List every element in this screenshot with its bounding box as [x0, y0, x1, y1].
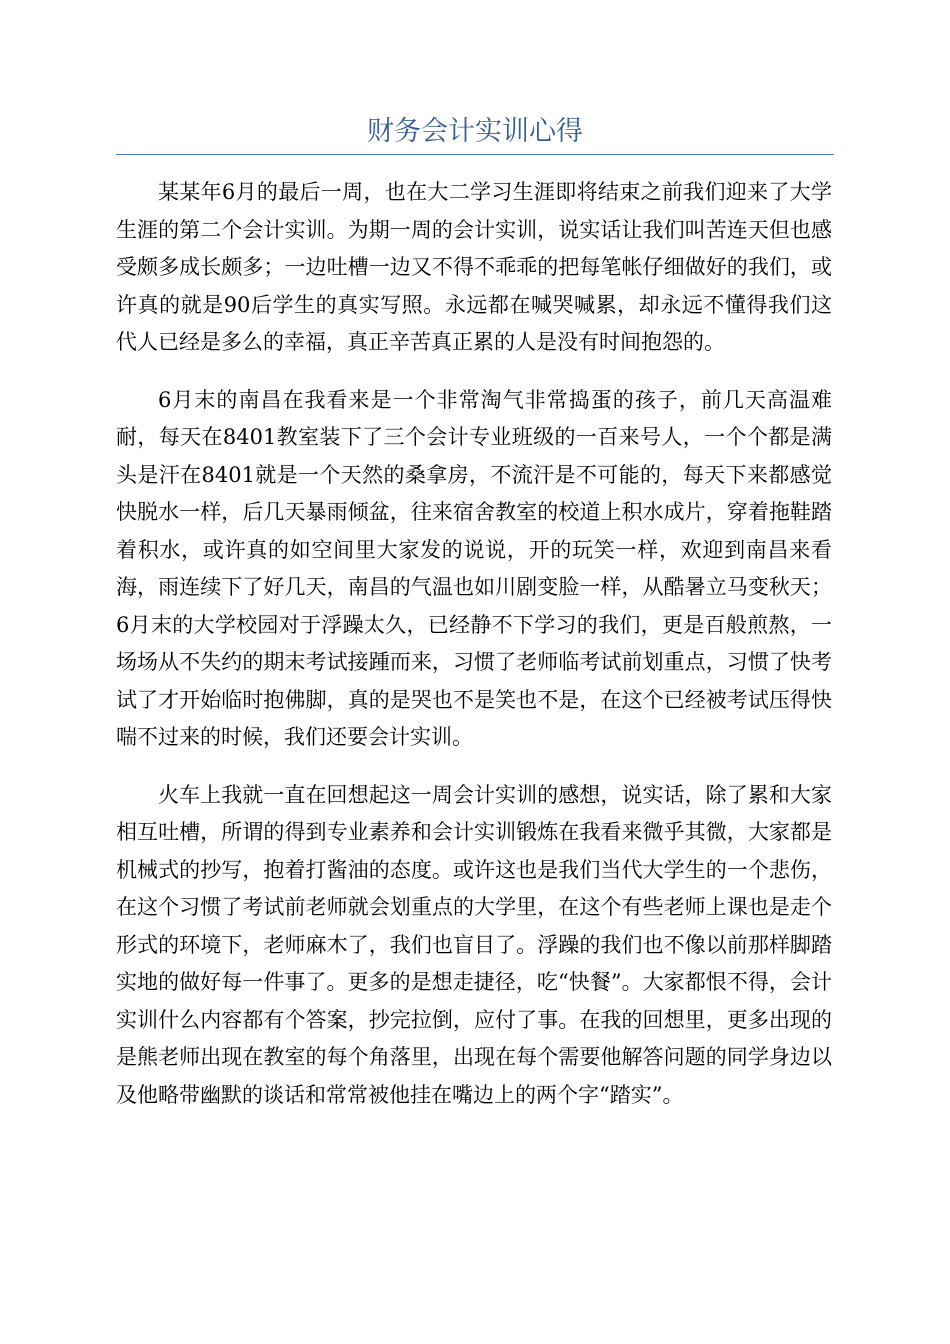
title-underline — [116, 154, 834, 155]
document-title: 财务会计实训心得 — [367, 116, 583, 147]
paragraph-2: 6月末的南昌在我看来是一个非常淘气非常捣蛋的孩子，前几天高温难耐，每天在8401教室装下了三个会计专业班级的一百来号人，一个个都是满头是汗在8401就是一个天然的桑拿房，不流汗是不可能的，每天下来都感觉快脱水一样，后几天暴雨倾盆，往来宿舍教室的校道上积水成片，穿着拖鞋踏着积水，或许真的如空间里大家发的说说，开的玩笑一样，欢迎到南昌来看海，雨连续下了好几天，南昌的气温也如川剧变脸一样，从酷暑立马变秋天；6月末的大学校园对于浮躁太久，已经静不下学习的我们，更是百般煎熬，一场场从不失约的期末考试接踵而来，习惯了老师临考试前划重点，习惯了快考试了才开始临时抱佛脚，真的是哭也不是笑也不是，在这个已经被考试压得快喘不过来的时候，我们还要会计实训。 — [116, 387, 832, 749]
paragraph-1: 某某年6月的最后一周，也在大二学习生涯即将结束之前我们迎来了大学生涯的第二个会计实训。为期一周的会计实训，说实话让我们叫苦连天但也感受颇多成长颇多；一边吐槽一边又不得不乖乖的把每笔帐仔细做好的我们，或许真的就是90后学生的真实写照。永远都在喊哭喊累，却永远不懂得我们这代人已经是多么的幸福，真正辛苦真正累的人是没有时间抱怨的。 — [116, 180, 832, 354]
paragraph-3: 火车上我就一直在回想起这一周会计实训的感想，说实话，除了累和大家相互吐槽，所谓的得到专业素养和会计实训锻炼在我看来微乎其微，大家都是机械式的抄写，抱着打酱油的态度。或许这也是我们当代大学生的一个悲伤，在这个习惯了考试前老师就会划重点的大学里，在这个有些老师上课也是走个形式的环境下，老师麻木了，我们也盲目了。浮躁的我们也不像以前那样脚踏实地的做好每一件事了。更多的是想走捷径，吃“快餐”。大家都恨不得，会计实训什么内容都有个答案，抄完拉倒，应付了事。在我的回想里，更多出现的是熊老师出现在教室的每个角落里，出现在每个需要他解答问题的同学身边以及他略带幽默的谈话和常常被他挂在嘴边上的两个字“踏实”。 — [116, 782, 832, 1107]
document-body — [116, 174, 832, 1134]
